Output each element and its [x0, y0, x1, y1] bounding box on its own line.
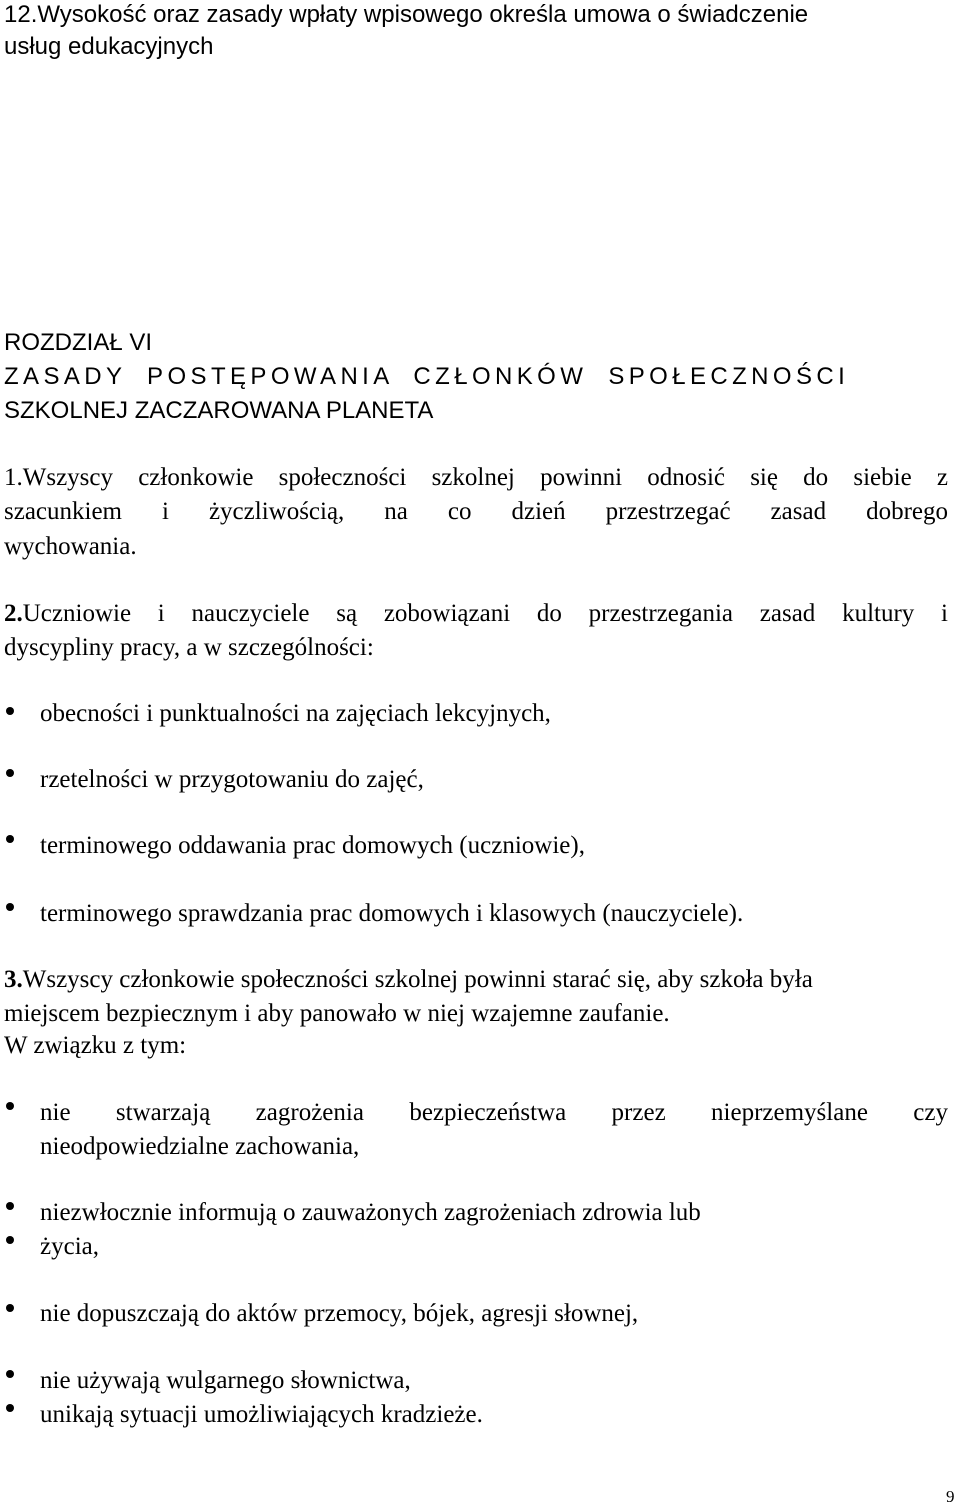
- list-item: nie używają wulgarnego słownictwa,: [40, 1367, 411, 1394]
- bullet-dot: [6, 1202, 14, 1210]
- list-item: obecności i punktualności na zajęciach lekcyjnych,: [40, 700, 551, 727]
- chapter-title-line-1: ZASADY POSTĘPOWANIA CZŁONKÓW SPOŁECZNOŚCI: [4, 363, 850, 390]
- chapter-title-line-2: SZKOLNEJ ZACZAROWANA PLANETA: [4, 397, 434, 424]
- paragraph-3-line-3: W związku z tym:: [4, 1032, 187, 1059]
- paragraph-2-text: Uczniowie i nauczyciele są zobowiązani do przestrzegania zasad kultury i: [22, 600, 948, 627]
- list-item: unikają sytuacji umożliwiających kradzieże.: [40, 1401, 483, 1428]
- bullet-dot: [6, 707, 14, 715]
- list-item-continuation: nieodpowiedzialne zachowania,: [40, 1133, 360, 1160]
- paragraph-1-line-3: wychowania.: [4, 533, 137, 560]
- list-item: nie dopuszczają do aktów przemocy, bójek, agresji słownej,: [40, 1300, 639, 1327]
- list-item: rzetelności w przygotowaniu do zajęć,: [40, 766, 424, 793]
- page-number: 9: [946, 1487, 955, 1506]
- bullet-dot: [6, 1370, 14, 1378]
- bullet-dot: [6, 1102, 14, 1110]
- bullet-dot: [6, 835, 14, 843]
- list-item: nie stwarzają zagrożenia bezpieczeństwa przez nieprzemyślane czy: [40, 1099, 948, 1126]
- list-item: terminowego sprawdzania prac domowych i klasowych (nauczyciele).: [40, 900, 744, 927]
- list-item: niezwłocznie informują o zauważonych zagrożeniach zdrowia lub: [40, 1199, 701, 1226]
- paragraph-3-text: Wszyscy członkowie społeczności szkolnej powinni starać się, aby szkoła była: [22, 966, 813, 993]
- paragraph-3-line-2: miejscem bezpiecznym i aby panowało w niej wzajemne zaufanie.: [4, 1000, 670, 1027]
- bullet-dot: [6, 903, 14, 911]
- paragraph-2-line-2: dyscypliny pracy, a w szczególności:: [4, 634, 374, 661]
- bullet-dot: [6, 1236, 14, 1244]
- list-item: życia,: [40, 1233, 99, 1260]
- clause-12-line-2: usług edukacyjnych: [4, 33, 214, 60]
- paragraph-1-line-1: 1.Wszyscy członkowie społeczności szkolnej powinni odnosić się do siebie z: [4, 464, 948, 491]
- bullet-dot: [6, 1304, 14, 1312]
- paragraph-1-line-2: szacunkiem i życzliwością, na co dzień przestrzegać zasad dobrego: [4, 498, 948, 525]
- paragraph-3-number: 3.: [4, 966, 23, 993]
- bullet-dot: [6, 769, 14, 777]
- clause-12-line-1: 12.Wysokość oraz zasady wpłaty wpisowego określa umowa o świadczenie: [4, 1, 809, 28]
- bullet-dot: [6, 1404, 14, 1412]
- chapter-number: ROZDZIAŁ VI: [4, 329, 153, 356]
- paragraph-2-number: 2.: [4, 600, 23, 627]
- list-item: terminowego oddawania prac domowych (uczniowie),: [40, 832, 585, 859]
- paragraph-3-line-1: [4, 963, 813, 996]
- paragraph-2-line-1: [4, 597, 948, 630]
